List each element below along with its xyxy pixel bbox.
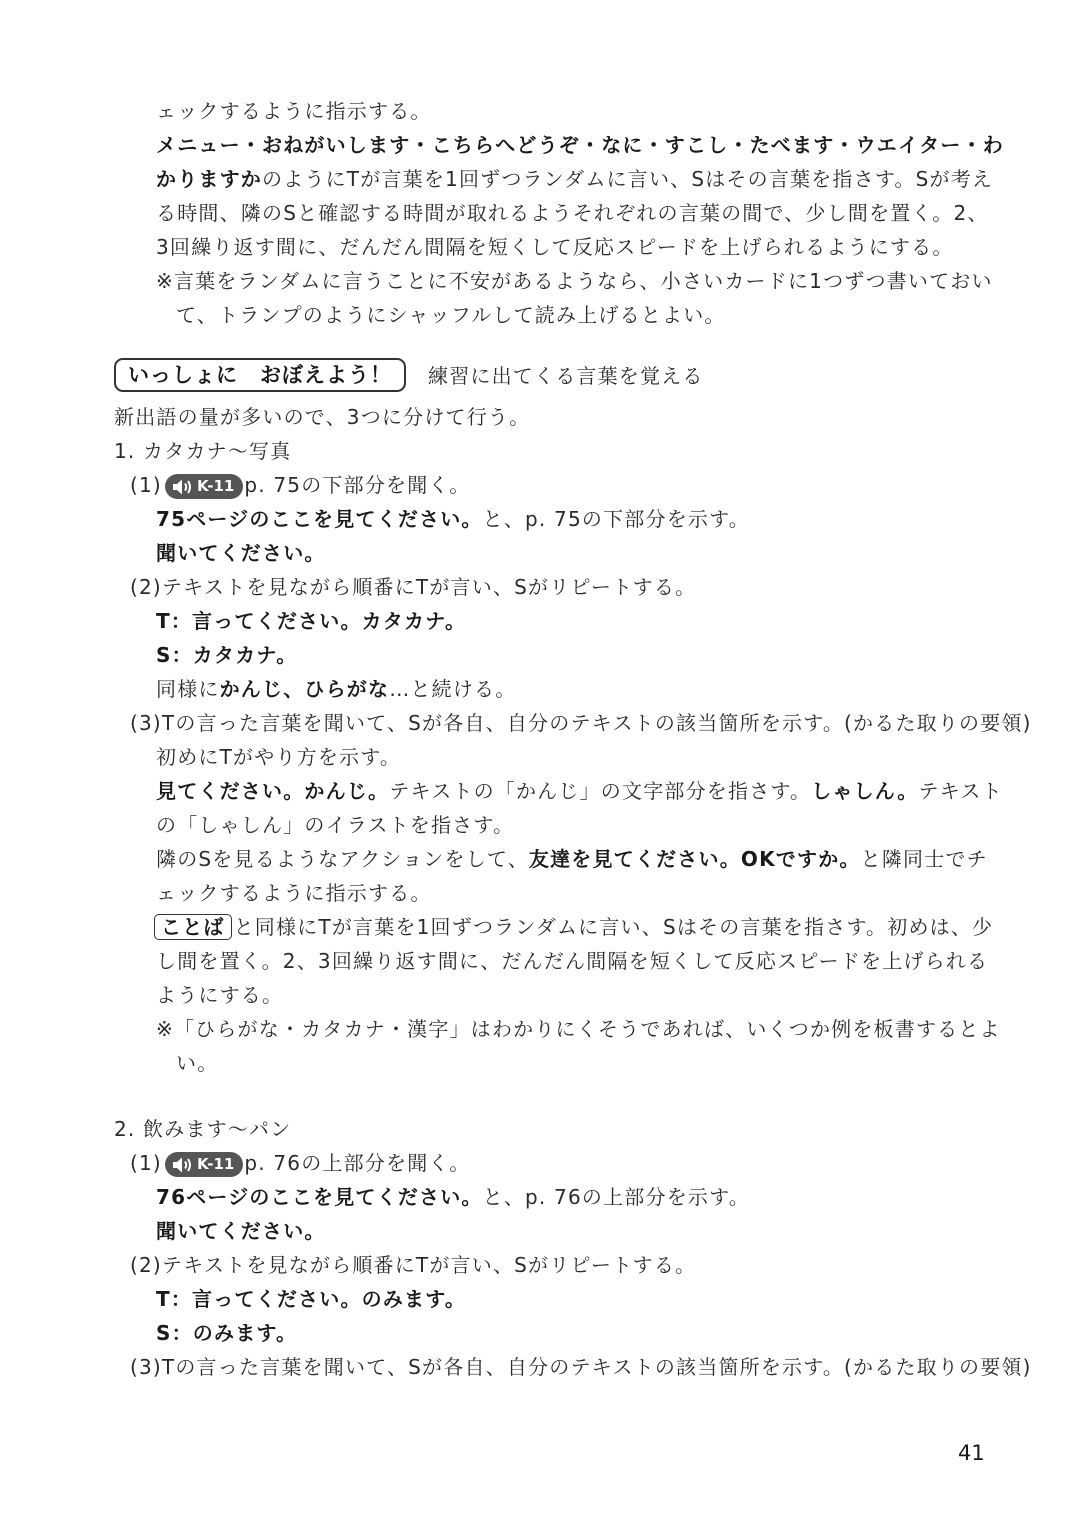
part1-step3-demo-text-2: テキスト (918, 779, 1003, 803)
audio-track-label: K-11 (196, 477, 235, 495)
part1-note-2: い。 (176, 1051, 219, 1075)
part1-step2-same (156, 674, 516, 704)
part1-step3-kotoba-line (154, 912, 993, 942)
speaker-icon (171, 1156, 193, 1174)
intro-note-2: て、トランプのようにシャッフルして読み上げるとよい。 (176, 303, 726, 327)
part1-step3-line3: の「しゃしん」のイラストを指さす。 (156, 813, 515, 837)
part2-step1-num: (1) (130, 1151, 162, 1175)
part1-step3-demo-bold-2: しゃしん。 (811, 779, 919, 803)
part1-step1 (130, 470, 470, 500)
part2-step1 (130, 1148, 470, 1178)
part1-step2-student: S：カタカナ。 (156, 643, 298, 667)
part1-step3-line5: ェックするように指示する。 (156, 881, 432, 905)
part1-step1-listen: 聞いてください。 (156, 541, 326, 565)
part1-step3-kotoba-line3: ようにする。 (156, 983, 284, 1007)
part2-step2: (2)テキストを見ながら順番にTが言い、Sがリピートする。 (130, 1253, 697, 1277)
part1-step3-kotoba-text: と同様にTが言葉を1回ずつランダムに言い、Sはその言葉を指さす。初めは、少 (233, 915, 994, 939)
part1-step2-teacher: T：言ってください。カタカナ。 (156, 609, 467, 633)
intro-line-3-text: のようにTが言葉を1回ずつランダムに言い、Sはその言葉を指さす。Sが考え (262, 167, 994, 191)
part1-step2-same-bold: かんじ、ひらがな (219, 677, 390, 701)
kotoba-box: ことば (154, 914, 232, 940)
intro-words-end: かりますか (156, 167, 262, 191)
part1-step2-same-a: 同様に (156, 677, 220, 701)
intro-line-4: る時間、隣のSと確認する時間が取れるようそれぞれの言葉の間で、少し間を置く。2、 (156, 201, 989, 225)
part2-step1-note: と、p. 76の上部分を示す。 (482, 1185, 750, 1209)
section-subtitle: 練習に出てくる言葉を覚える (428, 364, 704, 388)
part1-step1-instruction (156, 504, 750, 534)
part1-step3: (3)Tの言った言葉を聞いて、Sが各自、自分のテキストの該当箇所を示す。(かるた取りの要領) (130, 711, 1032, 735)
part1-step1-num: (1) (130, 473, 162, 497)
audio-track-badge (165, 1152, 243, 1177)
intro-words-line: メニュー・おねがいします・こちらへどうぞ・なに・すこし・たべます・ウエイター・わ (156, 133, 1004, 157)
intro-line-5: 3回繰り返す間に、だんだん間隔を短くして反応スピードを上げられるようにする。 (156, 235, 954, 259)
part1-step2: (2)テキストを見ながら順番にTが言い、Sがリピートする。 (130, 575, 697, 599)
intro-note-1: ※言葉をランダムに言うことに不安があるようなら、小さいカードに1つずつ書いておい (156, 269, 993, 293)
part1-step3-demo (156, 776, 1003, 806)
part1-step1-text: p. 75の下部分を聞く。 (244, 473, 471, 497)
part1-step1-note: と、p. 75の下部分を示す。 (482, 507, 750, 531)
part2-step3: (3)Tの言った言葉を聞いて、Sが各自、自分のテキストの該当箇所を示す。(かるた取りの要領) (130, 1355, 1032, 1379)
part1-note-1: ※「ひらがな・カタカナ・漢字」はわかりにくそうであれば、いくつか例を板書するとよ (156, 1017, 1001, 1041)
part2-step1-instruction (156, 1182, 750, 1212)
part2-step1-text: p. 76の上部分を聞く。 (244, 1151, 471, 1175)
intro-line-1: ェックするように指示する。 (156, 99, 432, 123)
part1-step3-line4-c: と隣同士でチ (860, 847, 988, 871)
intro-line-3 (156, 164, 993, 194)
part1-heading: 1. カタカナ～写真 (114, 439, 292, 463)
part2-heading: 2. 飲みます～パン (114, 1117, 292, 1141)
audio-track-label: K-11 (196, 1155, 235, 1173)
part1-step3-line4 (156, 844, 988, 874)
part2-step2-teacher: T：言ってください。のみます。 (156, 1287, 467, 1311)
section-title-box: いっしょに おぼえよう！ (114, 358, 406, 392)
part2-step1-bold: 76ページのここを見てください。 (156, 1185, 483, 1209)
section-intro: 新出語の量が多いので、3つに分けて行う。 (114, 405, 531, 429)
part2-step1-listen: 聞いてください。 (156, 1219, 326, 1243)
speaker-icon (171, 478, 193, 496)
part1-step3-kotoba-line2: し間を置く。2、3回繰り返す間に、だんだん間隔を短くして反応スピードを上げられる (156, 949, 989, 973)
part2-step2-student: S：のみます。 (156, 1321, 298, 1345)
part1-step3-line4-a: 隣のSを見るようなアクションをして、 (156, 847, 529, 871)
part1-step3-demo-bold-1: 見てください。かんじ。 (156, 779, 390, 803)
part1-step3-line4-bold: 友達を見てください。OKですか。 (528, 847, 861, 871)
audio-track-badge (165, 474, 243, 499)
part1-step3-demo-text-1: テキストの「かんじ」の文字部分を指さす。 (389, 779, 812, 803)
part1-step1-bold: 75ページのここを見てください。 (156, 507, 483, 531)
part1-step3-first: 初めにTがやり方を示す。 (156, 745, 402, 769)
page-number: 41 (958, 1441, 985, 1465)
part1-step2-same-c: …と続ける。 (389, 677, 517, 701)
